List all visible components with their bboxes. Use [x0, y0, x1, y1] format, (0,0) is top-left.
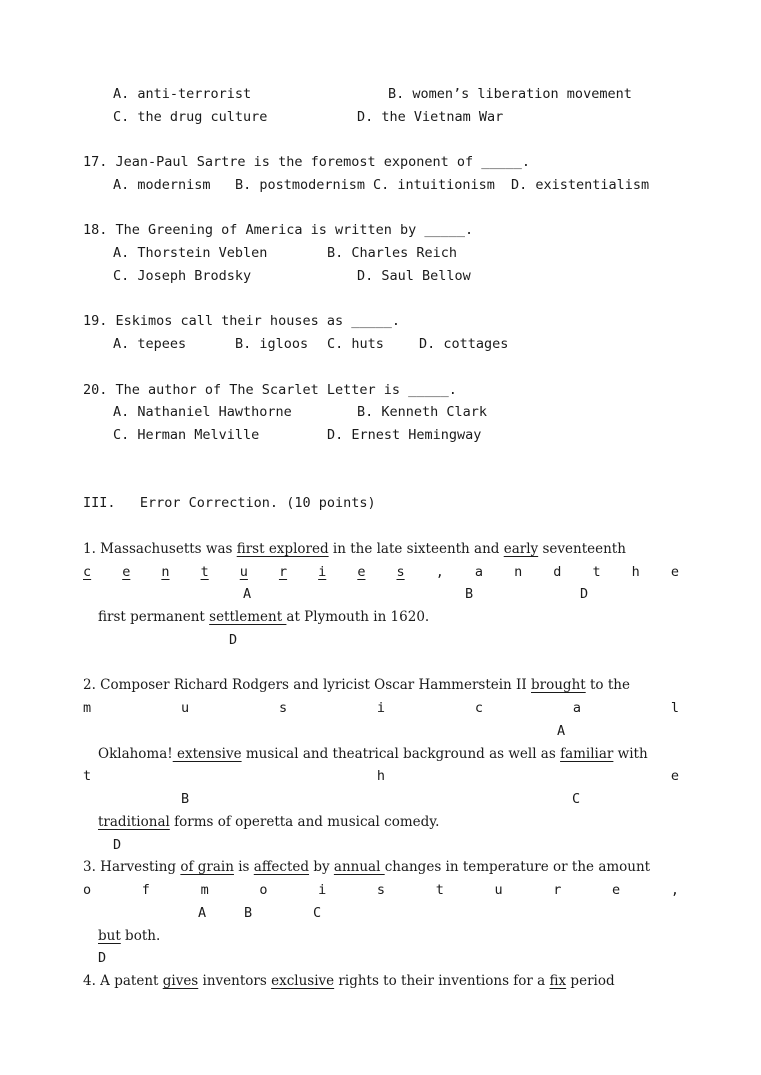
e4-text-4: period	[566, 973, 615, 989]
q17-stem: 17. Jean-Paul Sartre is the foremost exponent of _____.	[83, 154, 531, 170]
e1-letter: r	[278, 564, 288, 580]
e2-letter: m	[83, 700, 92, 716]
e2-text-3: Oklahoma!	[98, 746, 173, 762]
e4-underline-b: exclusive	[271, 973, 335, 989]
e3-letter: s	[376, 882, 386, 898]
e3-text-5: both.	[120, 928, 161, 944]
e2-text-2: to the	[585, 677, 630, 693]
e1-letter: i	[318, 564, 327, 580]
q20-option-d: D. Ernest Hemingway	[327, 427, 482, 443]
e3-line3	[98, 927, 160, 945]
e1-letter: ,	[435, 564, 444, 580]
e1-line1	[83, 540, 626, 558]
e3-letter: ,	[670, 882, 679, 898]
e1-letter: t	[200, 564, 209, 580]
e1-letter: n	[161, 564, 170, 580]
e2-text-4: musical and theatrical background as well as	[241, 746, 561, 762]
e1-letter: e	[122, 564, 131, 580]
e1-letter: e	[670, 564, 679, 580]
e3-mark-d: D	[98, 950, 107, 966]
e2-line4	[83, 767, 679, 785]
e3-text-1: 3. Harvesting	[83, 859, 181, 875]
e1-letter: s	[396, 564, 405, 580]
e2-line1	[83, 676, 630, 694]
e3-line2	[83, 881, 679, 899]
e1-line3	[98, 608, 429, 626]
e2-letter: i	[376, 700, 386, 716]
e1-underline-a: first explored	[236, 541, 329, 557]
e1-letter: n	[514, 564, 523, 580]
e3-mark-a: A	[198, 905, 207, 921]
e1-text-3: seventeenth	[538, 541, 626, 557]
q16-option-c: C. the drug culture	[113, 109, 268, 125]
q18-option-d: D. Saul Bellow	[357, 268, 471, 284]
e4-text-1: 4. A patent	[83, 973, 163, 989]
e3-underline-c: annual	[333, 859, 385, 875]
e2-mark-c: C	[572, 791, 581, 807]
e1-underline-c: early	[503, 541, 539, 557]
e3-letter: o	[259, 882, 268, 898]
e2-underline-c: familiar	[560, 746, 614, 762]
section-heading: III. Error Correction. (10 points)	[83, 495, 376, 511]
e1-mark-d: D	[229, 632, 238, 648]
e3-letter: u	[494, 882, 503, 898]
e3-text-4: changes in temperature or the amount	[384, 859, 651, 875]
q18-option-a: A. Thorstein Veblen	[113, 245, 268, 261]
e2-text-6: forms of operetta and musical comedy.	[169, 814, 440, 830]
e1-letter: h	[631, 564, 640, 580]
e4-text-3: rights to their inventions for a	[334, 973, 550, 989]
e2-letter: e	[670, 768, 679, 784]
e1-text-2: in the late sixteenth and	[328, 541, 504, 557]
e2-letter: s	[278, 700, 288, 716]
q19-option-b: B. igloos	[235, 336, 309, 352]
e3-underline-d: but	[98, 928, 121, 944]
e2-mark-a: A	[557, 723, 566, 739]
e2-letter: l	[670, 700, 679, 716]
e3-letter: i	[318, 882, 327, 898]
q20-option-b: B. Kenneth Clark	[357, 404, 488, 420]
q17-option-a: A. modernism	[113, 177, 211, 193]
e1-letter: d	[553, 564, 562, 580]
e1-letter: u	[239, 564, 248, 580]
e2-letter: c	[474, 700, 484, 716]
e3-letter: t	[435, 882, 444, 898]
q19-option-c: C. huts	[327, 336, 384, 352]
e1-mark-c: D	[580, 586, 589, 602]
e2-line5	[98, 813, 439, 831]
e3-mark-b: B	[244, 905, 253, 921]
e4-underline-a: gives	[162, 973, 199, 989]
e3-mark-c: C	[313, 905, 322, 921]
e3-letter: f	[141, 882, 150, 898]
q19-option-d: D. cottages	[419, 336, 509, 352]
e4-line1	[83, 972, 615, 990]
e2-letter: u	[180, 700, 190, 716]
q18-option-c: C. Joseph Brodsky	[113, 268, 252, 284]
e3-text-2: is	[233, 859, 254, 875]
e2-letter: t	[83, 768, 92, 784]
e2-underline-b: extensive	[172, 746, 242, 762]
e1-text-1: 1. Massachusetts was	[83, 541, 237, 557]
e3-letter: m	[200, 882, 209, 898]
e2-text-1: 2. Composer Richard Rodgers and lyricist Oscar Hammerstein II	[83, 677, 532, 693]
q17-option-b: B. postmodernism	[235, 177, 366, 193]
q19-option-a: A. tepees	[113, 336, 187, 352]
q20-option-c: C. Herman Melville	[113, 427, 260, 443]
q16-option-b: B. women’s liberation movement	[388, 86, 632, 102]
e3-letter: o	[83, 882, 92, 898]
e4-text-2: inventors	[198, 973, 272, 989]
e2-text-5: with	[613, 746, 648, 762]
e1-letter: e	[357, 564, 366, 580]
q16-option-d: D. the Vietnam War	[357, 109, 504, 125]
q17-option-d: D. existentialism	[511, 177, 650, 193]
q20-option-a: A. Nathaniel Hawthorne	[113, 404, 292, 420]
e4-underline-c: fix	[549, 973, 567, 989]
e2-mark-d: D	[113, 837, 122, 853]
e1-mark-b: B	[465, 586, 474, 602]
q19-stem: 19. Eskimos call their houses as _____.	[83, 313, 400, 329]
q16-option-a: A. anti-terrorist	[113, 86, 252, 102]
e2-line3	[98, 745, 648, 763]
q17-option-c: C. intuitionism	[373, 177, 495, 193]
e1-mark-a: A	[243, 586, 252, 602]
e1-text-5: at Plymouth in 1620.	[286, 609, 430, 625]
e1-text-4: first permanent	[98, 609, 210, 625]
e1-underline-d: settlement	[209, 609, 287, 625]
e1-line2	[83, 563, 679, 581]
e2-underline-d: traditional	[98, 814, 170, 830]
e1-letter: a	[474, 564, 484, 580]
e2-mark-b: B	[181, 791, 190, 807]
q18-stem: 18. The Greening of America is written by _____.	[83, 222, 474, 238]
e2-letter: h	[376, 768, 386, 784]
e3-underline-a: of grain	[180, 859, 234, 875]
e3-letter: e	[612, 882, 621, 898]
e2-letter: a	[572, 700, 581, 716]
q18-option-b: B. Charles Reich	[327, 245, 458, 261]
e2-underline-a: brought	[531, 677, 586, 693]
e3-line1	[83, 858, 650, 876]
e3-underline-b: affected	[253, 859, 310, 875]
e1-letter: t	[592, 564, 601, 580]
e3-text-3: by	[309, 859, 334, 875]
e1-letter: c	[83, 564, 92, 580]
e3-letter: r	[553, 882, 562, 898]
q20-stem: 20. The author of The Scarlet Letter is _____.	[83, 382, 457, 398]
e2-line2	[83, 699, 679, 717]
